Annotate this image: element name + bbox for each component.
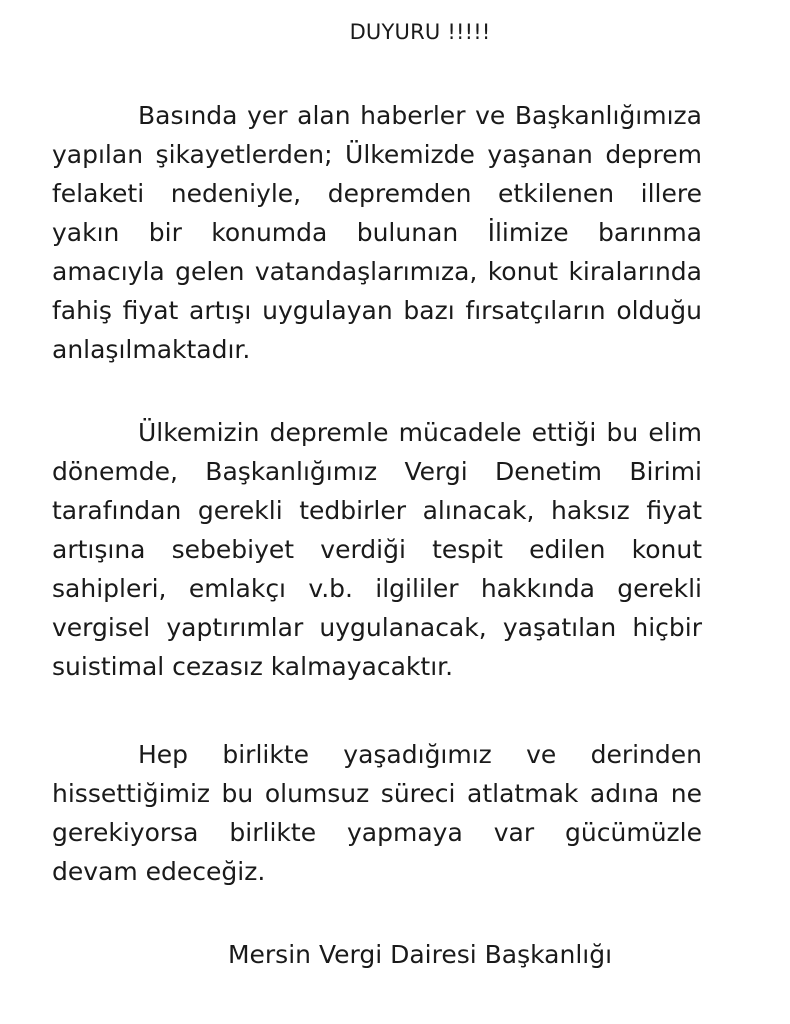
paragraph-3: Hep birlikte yaşadığımız ve derinden hissettiğimiz bu olumsuz süreci atlatmak adına ne gerekiyorsa birlikte yapmaya var gücümüzle devam edeceğiz.	[52, 740, 702, 886]
signature: Mersin Vergi Dairesi Başkanlığı	[227, 940, 613, 969]
paragraph-1: Basında yer alan haberler ve Başkanlığımıza yapılan şikayetlerden; Ülkemizde yaşanan deprem felaketi nedeniyle, depremden etkilenen illere yakın bir konumda bulunan İlimize barınma amacıyla gelen vatandaşlarımıza, konut kiralarında fahiş fiyat artışı uygulayan bazı fırsatçıların olduğu anlaşılmaktadır.	[52, 101, 702, 364]
paragraph-2: Ülkemizin depremle mücadele ettiği bu elim dönemde, Başkanlığımız Vergi Denetim Birimi tarafından gerekli tedbirler alınacak, haksız fiyat artışına sebebiyet verdiği tespit edilen konut sahipleri, emlakçı v.b. ilgililer hakkında gerekli vergisel yaptırımlar uygulanacak, yaşatılan hiçbir suistimal cezasız kalmayacaktır.	[52, 418, 702, 681]
announcement-title: DUYURU !!!!!	[349, 20, 491, 44]
